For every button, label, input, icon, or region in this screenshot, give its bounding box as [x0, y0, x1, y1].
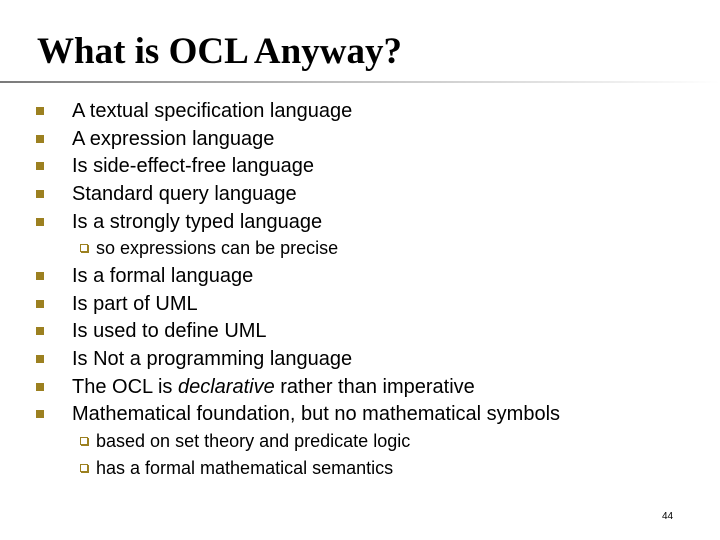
bullet-text: Mathematical foundation, but no mathematical symbols	[72, 403, 561, 425]
bullet-item	[0, 210, 720, 238]
bullet-item	[0, 347, 720, 375]
sub-bullet-text: based on set theory and predicate logic	[96, 431, 411, 451]
square-bullet-icon	[36, 162, 44, 170]
bullet-text: Is a strongly typed language	[72, 211, 323, 233]
bullet-text: Is used to define UML	[72, 320, 267, 342]
sub-bullet-item	[0, 237, 720, 265]
square-bullet-icon	[36, 355, 44, 363]
slide-title: What is OCL Anyway?	[37, 31, 402, 72]
hollow-square-bullet-icon	[80, 437, 88, 445]
bullet-item	[0, 264, 720, 292]
bullet-text: Is Not a programming language	[72, 348, 353, 370]
bullet-text: Is a formal language	[72, 265, 254, 287]
bullet-text: Is side-effect-free language	[72, 155, 315, 177]
page-number: 44	[662, 511, 674, 522]
bullet-item	[0, 319, 720, 347]
square-bullet-icon	[36, 190, 44, 198]
hollow-square-bullet-icon	[80, 464, 88, 472]
bullet-item	[0, 154, 720, 182]
square-bullet-icon	[36, 135, 44, 143]
square-bullet-icon	[36, 383, 44, 391]
sub-bullet-text: so expressions can be precise	[96, 238, 339, 258]
square-bullet-icon	[36, 272, 44, 280]
bullet-item	[0, 375, 720, 403]
bullet-text: A expression language	[72, 128, 275, 150]
bullet-text: Standard query language	[72, 183, 297, 205]
bullet-text: A textual specification language	[72, 100, 353, 122]
bullet-item	[0, 292, 720, 320]
bullet-item	[0, 127, 720, 155]
sub-bullet-item	[0, 457, 720, 485]
hollow-square-bullet-icon	[80, 244, 88, 252]
bullet-text	[72, 375, 475, 399]
bullet-text: Is part of UML	[72, 293, 198, 315]
bullet-text-part: The OCL is	[72, 376, 178, 398]
bullet-text-part: rather than imperative	[274, 376, 475, 398]
square-bullet-icon	[36, 107, 44, 115]
sub-bullet-text: has a formal mathematical semantics	[96, 458, 394, 478]
square-bullet-icon	[36, 218, 44, 226]
square-bullet-icon	[36, 327, 44, 335]
square-bullet-icon	[36, 300, 44, 308]
sub-bullet-item	[0, 430, 720, 458]
bullet-item	[0, 182, 720, 210]
emphasis-text: declarative	[177, 376, 275, 398]
bullet-item	[0, 99, 720, 127]
bullet-item	[0, 402, 720, 430]
square-bullet-icon	[36, 410, 44, 418]
